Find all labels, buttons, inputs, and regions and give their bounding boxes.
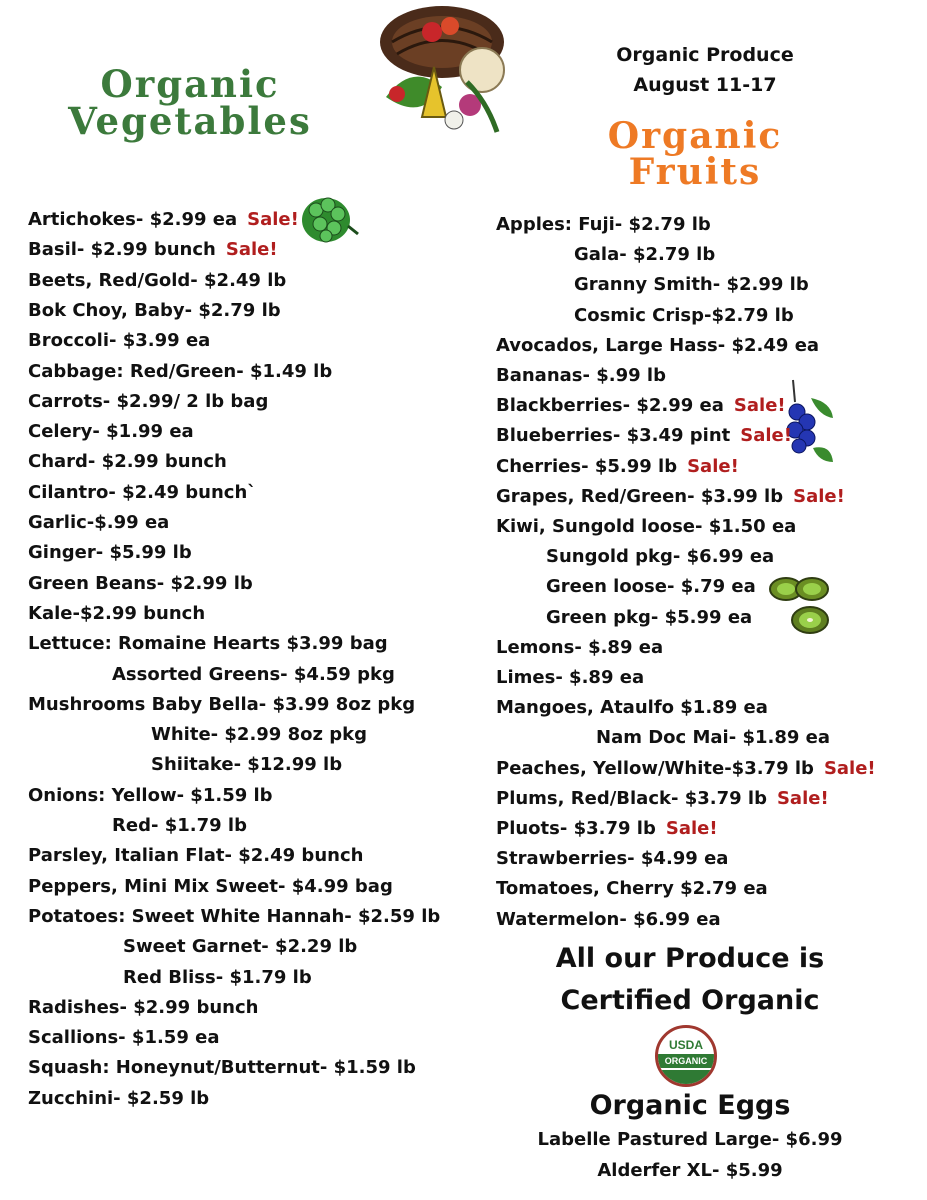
fruits-item-text: Strawberries- $4.99 ea: [496, 848, 729, 870]
fruits-item-text: Blueberries- $3.49 pint: [496, 425, 731, 447]
fruits-title-line-2: Fruits: [628, 151, 762, 193]
fruits-item-text: Cherries- $5.99 lb: [496, 455, 678, 477]
vegetables-item: [28, 417, 194, 447]
vegetables-item: [151, 750, 342, 780]
sale-badge: Sale!: [733, 395, 786, 417]
vegetables-item-text: Zucchini- $2.59 lb: [28, 1087, 210, 1109]
egg-item: Labelle Pastured Large- $6.99: [537, 1129, 843, 1150]
vegetables-item-text: Cilantro- $2.49 bunch`: [28, 481, 257, 503]
fruits-item-text: Apples: Fuji- $2.79 lb: [496, 214, 711, 235]
fruits-item-text: Lemons- $.89 ea: [496, 636, 664, 658]
vegetables-item: [112, 660, 395, 690]
vegetables-item-text: Scallions- $1.59 ea: [28, 1027, 220, 1049]
vegetables-title-line-2: Vegetables: [68, 99, 312, 143]
sale-badge: Sale!: [225, 239, 278, 261]
vegetables-item-text: White- $2.99 8oz pkg: [151, 724, 367, 746]
fruits-item: [496, 693, 768, 723]
fruits-item: [574, 270, 809, 300]
fruits-item: [496, 482, 845, 512]
vegetables-item: [28, 841, 363, 871]
usda-seal-top-text: USDA: [668, 1038, 703, 1052]
fruits-item-text: Kiwi, Sungold loose- $1.50 ea: [496, 516, 797, 537]
fruits-item: [496, 814, 718, 844]
fruits-item-text: Plums, Red/Black- $3.79 lb: [496, 787, 767, 809]
vegetables-item-text: Chard- $2.99 bunch: [28, 451, 227, 473]
sale-badge: Sale!: [687, 455, 739, 477]
vegetables-item: [28, 538, 192, 568]
fruits-item: [546, 542, 774, 572]
vegetables-item: [28, 447, 227, 477]
vegetables-item: [28, 387, 268, 417]
vegetables-item-text: Shiitake- $12.99 lb: [151, 754, 343, 776]
fruits-item-text: Mangoes, Ataulfo $1.89 ea: [496, 697, 768, 719]
vegetables-item-text: Mushrooms Baby Bella- $3.99 8oz pkg: [28, 693, 416, 715]
fruits-item: [496, 754, 876, 784]
certified-line-2: Certified Organic: [560, 985, 820, 1016]
fruits-item: [596, 723, 830, 753]
fruits-item-text: Avocados, Large Hass- $2.49 ea: [496, 334, 820, 356]
header-line-1: Organic Produce: [616, 44, 794, 66]
vegetables-item-text: Lettuce: Romaine Hearts $3.99 bag: [28, 633, 388, 655]
fruits-item-text: Watermelon- $6.99 ea: [496, 908, 721, 930]
vegetables-item: [28, 205, 299, 235]
eggs-title: Organic Eggs: [589, 1090, 791, 1121]
fruits-item-text: Bananas- $.99 lb: [496, 365, 666, 386]
vegetables-item: [123, 932, 357, 962]
fruits-item-text: Nam Doc Mai- $1.89 ea: [596, 727, 830, 749]
vegetables-item: [28, 1084, 209, 1114]
sale-badge: Sale!: [776, 787, 829, 809]
usda-seal-field: [658, 1070, 714, 1086]
vegetables-item-text: Carrots- $2.99/ 2 lb bag: [28, 390, 269, 412]
sale-badge: Sale!: [793, 485, 845, 507]
fruits-item: [496, 633, 663, 663]
fruits-item: [496, 421, 792, 451]
fruits-item: [546, 572, 756, 602]
vegetables-item: [28, 357, 332, 387]
vegetables-item: [28, 902, 440, 932]
vegetables-item: [123, 963, 312, 993]
vegetables-item: [28, 993, 258, 1023]
certified-organic-statement: [530, 938, 850, 1022]
vegetables-title-line-1: Organic: [100, 62, 280, 106]
vegetables-item: [28, 629, 388, 659]
fruits-item: [496, 361, 666, 391]
vegetables-item: [28, 296, 281, 326]
vegetables-item-text: Bok Choy, Baby- $2.79 lb: [28, 299, 281, 321]
fruits-item: [496, 663, 644, 693]
vegetables-item-text: Assorted Greens- $4.59 pkg: [112, 663, 395, 685]
header: [590, 40, 820, 100]
vegetables-item: [112, 811, 247, 841]
vegetables-item: [28, 1023, 219, 1053]
fruits-item-text: Peaches, Yellow/White-$3.79 lb: [496, 757, 814, 779]
fruits-item: [496, 905, 721, 935]
vegetables-item: [28, 872, 393, 902]
fruits-item: [546, 603, 752, 633]
fruits-item: [496, 391, 786, 421]
fruits-item-text: Blackberries- $2.99 ea: [496, 395, 724, 417]
vegetables-item-text: Beets, Red/Gold- $2.49 lb: [28, 269, 287, 291]
fruits-item-text: Green pkg- $5.99 ea: [546, 606, 753, 628]
fruits-item-text: Granny Smith- $2.99 lb: [574, 274, 809, 296]
fruits-title-line-1: Organic: [607, 115, 783, 157]
vegetables-item-text: Basil- $2.99 bunch: [28, 239, 216, 261]
vegetables-item-text: Green Beans- $2.99 lb: [28, 572, 253, 594]
fruits-item: [574, 301, 794, 331]
fruits-item-text: Sungold pkg- $6.99 ea: [546, 546, 775, 568]
vegetables-item: [28, 235, 278, 265]
vegetables-item-text: Onions: Yellow- $1.59 lb: [28, 784, 273, 806]
vegetables-item-text: Sweet Garnet- $2.29 lb: [123, 936, 358, 958]
fruits-item-text: Pluots- $3.79 lb: [496, 818, 656, 839]
vegetables-item-text: Radishes- $2.99 bunch: [28, 996, 259, 1018]
vegetables-item: [28, 326, 210, 356]
vegetables-item-text: Red Bliss- $1.79 lb: [123, 966, 312, 988]
vegetables-item-text: Peppers, Mini Mix Sweet- $4.99 bag: [28, 875, 393, 897]
vegetables-item-text: Celery- $1.99 ea: [28, 421, 194, 443]
vegetables-item-text: Potatoes: Sweet White Hannah- $2.59 lb: [28, 905, 441, 927]
vegetables-item: [28, 508, 169, 538]
vegetables-item-text: Broccoli- $3.99 ea: [28, 330, 211, 352]
fruits-item: [496, 784, 829, 814]
vegetables-list: [28, 205, 488, 1125]
vegetables-item: [28, 781, 273, 811]
certified-line-1: All our Produce is: [555, 943, 825, 974]
vegetables-item: [151, 720, 367, 750]
vegetables-item: [28, 599, 205, 629]
fruits-item-text: Green loose- $.79 ea: [546, 576, 756, 598]
fruits-item: [496, 512, 796, 542]
vegetables-item: [28, 1053, 416, 1083]
sale-badge: Sale!: [823, 757, 876, 779]
fruits-item: [574, 240, 715, 270]
vegetables-item-text: Kale-$2.99 bunch: [28, 602, 206, 624]
vegetables-item-text: Artichokes- $2.99 ea: [28, 209, 238, 230]
fruits-item-text: Cosmic Crisp-$2.79 lb: [574, 304, 794, 326]
fruits-item: [496, 874, 768, 904]
vegetables-item-text: Parsley, Italian Flat- $2.49 bunch: [28, 845, 364, 867]
fruits-item: [496, 210, 711, 240]
fruits-item-text: Gala- $2.79 lb: [574, 244, 716, 266]
fruits-item: [496, 331, 819, 361]
vegetables-item: [28, 569, 253, 599]
vegetables-title: [40, 62, 340, 143]
fruits-item-text: Grapes, Red/Green- $3.99 lb: [496, 485, 784, 507]
sale-badge: Sale!: [665, 818, 718, 839]
fruits-list: [496, 210, 916, 940]
usda-organic-seal-icon: [655, 1025, 717, 1087]
fruits-item-text: Tomatoes, Cherry $2.79 ea: [496, 878, 768, 900]
vegetables-item-text: Garlic-$.99 ea: [28, 512, 170, 533]
sale-badge: Sale!: [740, 425, 792, 447]
fruits-item: [496, 452, 739, 482]
vegetables-item-text: Cabbage: Red/Green- $1.49 lb: [28, 360, 333, 382]
fruits-item-text: Limes- $.89 ea: [496, 667, 645, 688]
vegetable-basket-icon: [372, 2, 532, 152]
vegetables-item: [28, 478, 256, 508]
vegetables-item: [28, 266, 286, 296]
vegetables-item-text: Squash: Honeynut/Butternut- $1.59 lb: [28, 1057, 416, 1079]
fruits-title: [560, 115, 830, 193]
header-line-2: August 11-17: [633, 74, 777, 96]
egg-item: Alderfer XL- $5.99: [597, 1160, 783, 1181]
sale-badge: Sale!: [247, 209, 299, 230]
fruits-item: [496, 844, 728, 874]
usda-seal-band-text: ORGANIC: [658, 1054, 714, 1068]
vegetables-item-text: Red- $1.79 lb: [112, 815, 247, 836]
vegetables-item: [28, 690, 415, 720]
vegetables-item-text: Ginger- $5.99 lb: [28, 542, 192, 564]
